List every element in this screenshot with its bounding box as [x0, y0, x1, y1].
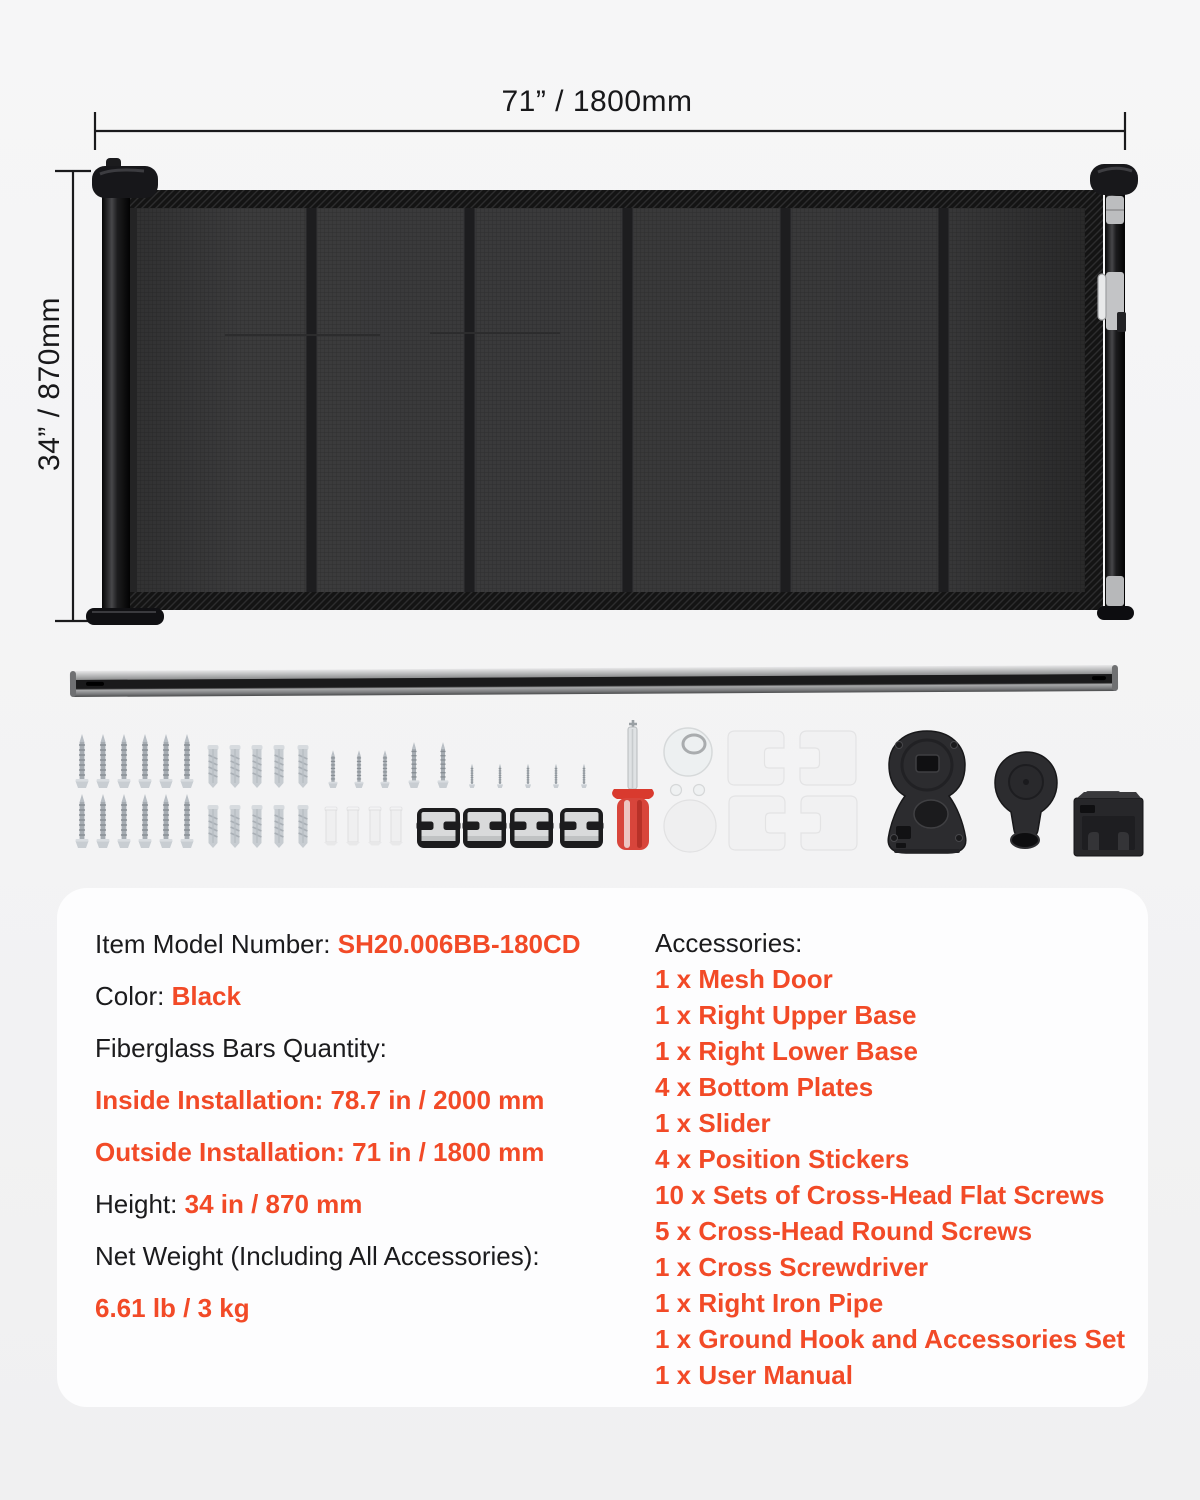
- accessories-image: [76, 720, 1144, 856]
- spec-value: Black: [171, 981, 241, 1011]
- accessories-title: Accessories:: [655, 928, 803, 958]
- accessory-item: 4 x Bottom Plates: [655, 1072, 874, 1102]
- spec-card: [57, 888, 1148, 1407]
- spec-row-outside-installation: [95, 1126, 655, 1178]
- mesh-top-binding: [128, 190, 1103, 208]
- accessory-item: 1 x User Manual: [655, 1360, 853, 1390]
- accessory-item: 1 x Slider: [655, 1108, 771, 1138]
- spec-value: SH20.006BB-180CD: [337, 929, 581, 959]
- spec-row-weight-value: [95, 1282, 655, 1334]
- accessory-item: 1 x Cross Screwdriver: [655, 1252, 929, 1282]
- spec-row-net-weight: [95, 1230, 655, 1282]
- position-stickers-icon: [728, 731, 857, 850]
- wall-anchors-icon: [208, 745, 309, 848]
- accessory-item: 4 x Position Stickers: [655, 1144, 910, 1174]
- mesh-bottom-binding: [128, 592, 1103, 610]
- spec-value: Inside Installation: 78.7 in / 2000 mm: [95, 1085, 545, 1115]
- iron-pipe-image: [70, 665, 1118, 697]
- spec-label: Color:: [95, 981, 172, 1011]
- mesh-door-image: [86, 158, 1138, 625]
- spec-row-bars-quantity: [95, 1022, 655, 1074]
- spec-row-height: [95, 1178, 655, 1230]
- accessory-item: 5 x Cross-Head Round Screws: [655, 1216, 1033, 1246]
- right-upper-base-icon: [888, 731, 966, 853]
- spec-value: 6.61 lb / 3 kg: [95, 1293, 250, 1323]
- accessory-item: 1 x Ground Hook and Accessories Set: [655, 1324, 1126, 1354]
- spec-label: Net Weight (Including All Accessories):: [95, 1241, 540, 1271]
- accessory-item: 1 x Right Upper Base: [655, 1000, 917, 1030]
- flat-screws-icon: [328, 742, 586, 788]
- spec-label: Height:: [95, 1189, 185, 1219]
- spec-row-model: [95, 918, 655, 970]
- right-lower-base-icon: [995, 752, 1057, 848]
- spec-column-left: [95, 918, 655, 1407]
- suction-cup-icon: [664, 728, 716, 852]
- height-dimension-label: 34” / 870mm: [33, 297, 66, 471]
- accessory-item: 10 x Sets of Cross-Head Flat Screws: [655, 1180, 1105, 1210]
- accessory-item: 1 x Mesh Door: [655, 964, 833, 994]
- round-pad-icon: [664, 800, 716, 852]
- accessory-item: 1 x Right Lower Base: [655, 1036, 918, 1066]
- spec-column-right: [655, 918, 1125, 1407]
- spec-label: Fiberglass Bars Quantity:: [95, 1033, 387, 1063]
- long-screws-icon: [76, 734, 194, 848]
- screwdriver-icon: [612, 720, 654, 850]
- spec-label: Item Model Number:: [95, 929, 338, 959]
- spec-value: 34 in / 870 mm: [184, 1189, 363, 1219]
- spec-value: Outside Installation: 71 in / 1800 mm: [95, 1137, 545, 1167]
- spec-row-color: [95, 970, 655, 1022]
- spec-row-inside-installation: [95, 1074, 655, 1126]
- white-anchors-icon: [324, 807, 403, 846]
- slider-handle: [1098, 274, 1106, 320]
- width-dimension-label: 71” / 1800mm: [501, 85, 693, 118]
- accessory-item: 1 x Right Iron Pipe: [655, 1288, 884, 1318]
- bottom-plates-icon: [417, 808, 604, 848]
- mesh-right-binding: [1085, 190, 1103, 610]
- slider-bracket-icon: [1074, 791, 1143, 856]
